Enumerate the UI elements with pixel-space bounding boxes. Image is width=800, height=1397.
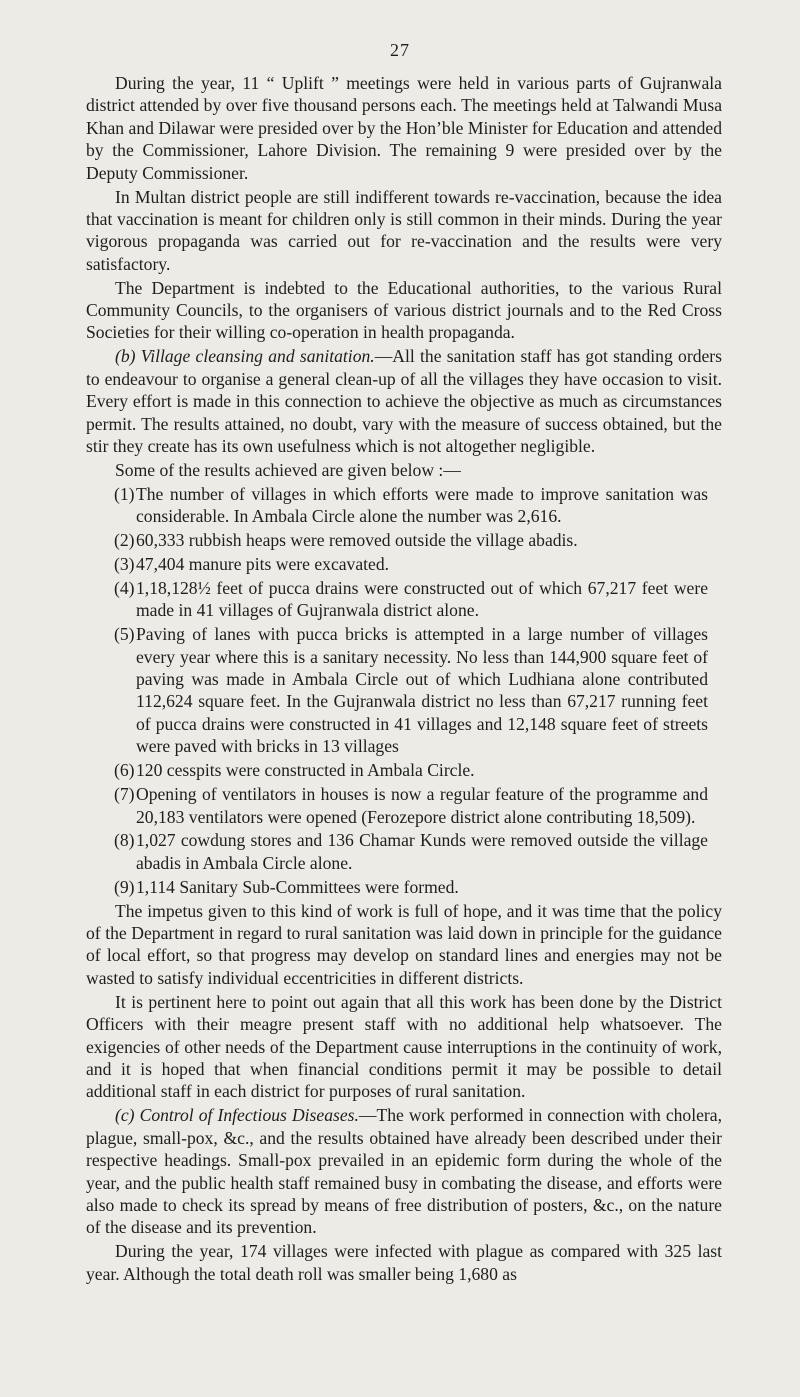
paragraph-text: During the year, 11 “ Uplift ” meetings were held in various parts of Gujranwala district attended by over five thousand persons each. The meetings held at Talwandi Musa Khan and Dilawar were presided over by the Hon’ble Minister for Education and attended by the Commissioner, Lahore Division. The remaining 9 were presided over by the Deputy Commissioner.: [86, 73, 722, 183]
paragraph: [86, 277, 722, 344]
list-item: [86, 759, 722, 781]
paragraph-text: —The work performed in connection with cholera, plague, small-pox, &c., and the results obtained have already been described under their respective headings. Small-pox prevailed in an epidemic form during the whole of the year, and the public health staff remained busy in combating the disease, and efforts were also made to check its spread by means of free distribution of posters, &c., on the nature of the disease and its prevention.: [86, 1105, 722, 1238]
list-item-number: (2): [114, 530, 135, 551]
paragraph-text: In Multan district people are still indifferent towards re-vaccination, because the idea that vaccination is meant for children only is still common in their minds. During the year vigorous propaganda was carried out for re-vaccination and the results were very satisfactory.: [86, 186, 722, 274]
list-item: [86, 829, 722, 874]
list-item-number: (1): [114, 483, 135, 504]
paragraph-group-b: [86, 900, 722, 1285]
list-item-number: (8): [114, 830, 135, 851]
list-item: [86, 623, 722, 757]
document-body: [86, 72, 722, 1285]
list-item-number: (5): [114, 624, 135, 645]
list-item-text: 120 cesspits were constructed in Ambala Circle.: [136, 760, 475, 781]
list-item-number: (7): [114, 784, 135, 805]
paragraph-text: The Department is indebted to the Educational authorities, to the various Rural Community Councils, to the organisers of various district journals and to the Red Cross Societies for their willing co-operation in health propaganda.: [86, 277, 722, 343]
list-item: [86, 876, 722, 898]
list-item: [86, 483, 722, 528]
paragraph-text: The impetus given to this kind of work is full of hope, and it was time that the policy of the Department in regard to rural sanitation was laid down in principle for the guidance of local effort, so that progress may develop on standard lines and energies may not be wasted to satisfy individual eccentricities in different districts.: [86, 900, 722, 988]
list-item-text: Paving of lanes with pucca bricks is attempted in a large number of villages every year where this is a sanitary necessity. No less than 144,900 square feet of paving was made in Ambala Circle out of which Ludhiana alone contributed 112,624 square feet. In the Gujranwala district no less than 67,217 running feet of pucca drains were constructed in 41 villages and 12,148 square feet of streets were paved with bricks in 13 villages: [136, 624, 708, 757]
paragraph-text: During the year, 174 villages were infected with plague as compared with 325 last year. Although the total death roll was smaller being 1,680 as: [86, 1241, 722, 1284]
paragraph: [86, 900, 722, 990]
list-item-number: (6): [114, 760, 135, 781]
list-item: [86, 577, 722, 622]
section-heading: (b) Village cleansing and sanitation.: [115, 346, 375, 367]
paragraph-text: —All the sanitation staff has got standing orders to endeavour to organise a general clean-up of all the villages they have occasion to visit. Every effort is made in this connection to achieve the objective as much as circumstances permit. The results attained, no doubt, vary with the measure of success obtained, but the stir they create has its own usefulness which is not altogether negligible.: [86, 346, 723, 456]
list-item-text: 1,027 cowdung stores and 136 Chamar Kunds were removed outside the village abadis in Ambala Circle alone.: [136, 830, 708, 873]
page-number: 27: [390, 40, 410, 60]
list-item: [86, 783, 722, 828]
list-item: [86, 553, 722, 575]
list-item-number: (3): [114, 554, 135, 575]
list-item-text: Opening of ventilators in houses is now a regular feature of the programme and 20,183 ventilators were opened (Ferozepore district alone contributing 18,509).: [136, 784, 708, 827]
list-item-text: 60,333 rubbish heaps were removed outside the village abadis.: [136, 530, 578, 551]
section-heading: (c) Control of Infectious Diseases.: [115, 1105, 359, 1126]
paragraph: [86, 345, 722, 457]
paragraph: [86, 1240, 722, 1285]
results-list: [86, 483, 722, 898]
paragraph: [86, 1104, 722, 1238]
paragraph: [86, 72, 722, 184]
paragraph: [86, 459, 722, 481]
paragraph-group-a: [86, 72, 722, 481]
list-item-text: 1,18,128½ feet of pucca drains were constructed out of which 67,217 feet were made in 41 villages of Gujranwala district alone.: [136, 577, 708, 621]
list-item-number: (9): [114, 876, 135, 897]
list-item-text: 1,114 Sanitary Sub-Committees were formed.: [136, 876, 459, 897]
paragraph-text: It is pertinent here to point out again that all this work has been done by the District Officers with their meagre present staff with no additional help whatsoever. The exigencies of other needs of the Department cause interruptions in the continuity of work, and it is hoped that when financial conditions permit it may be possible to detail additional staff in each district for purposes of rural sanitation.: [86, 991, 722, 1102]
list-item-text: 47,404 manure pits were excavated.: [136, 554, 390, 575]
list-item-text: The number of villages in which efforts were made to improve sanitation was considerable. In Ambala Circle alone the number was 2,616.: [136, 483, 708, 527]
list-item: [86, 529, 722, 551]
list-item-number: (4): [114, 577, 135, 598]
paragraph: [86, 186, 722, 276]
paragraph: [86, 991, 722, 1103]
paragraph-text: Some of the results achieved are given below :—: [115, 459, 461, 480]
